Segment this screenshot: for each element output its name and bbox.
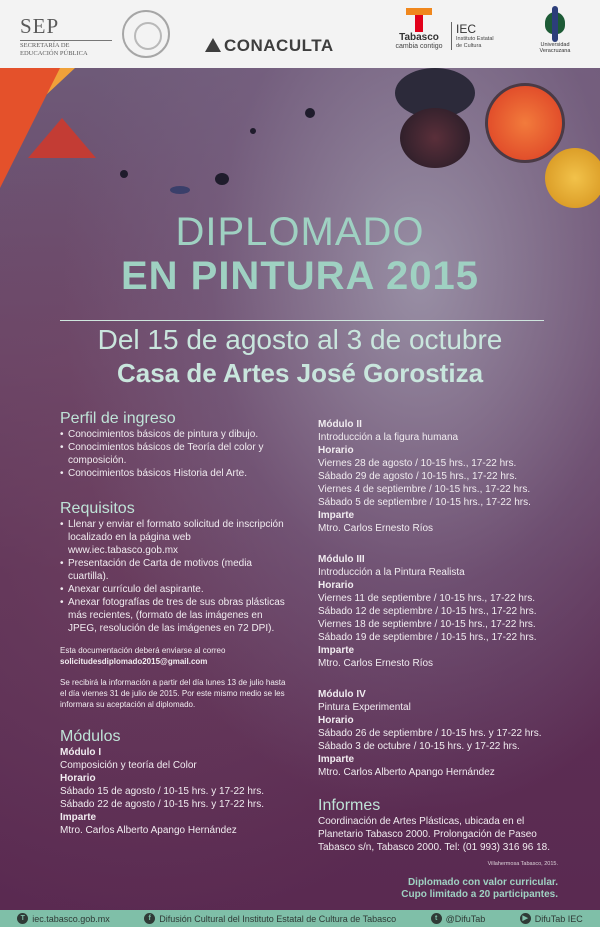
perfil-heading: Perfil de ingreso [60, 410, 176, 427]
schedule-line: Sábado 5 de septiembre / 10-15 hrs., 17-22 hrs. [318, 497, 531, 508]
footer-twitter[interactable] [431, 913, 486, 924]
venue-name: Casa de Artes José Gorostiza [116, 358, 484, 388]
module-2-imparte-label: Imparte [318, 510, 355, 521]
list-item: • Llenar y enviar el formato solicitud de inscripción localizado en la página web www.iec.tabasco.gob.mx [60, 518, 286, 557]
requisitos-heading: Requisitos [60, 500, 135, 517]
tabasco-t-icon [406, 8, 432, 32]
facebook-icon: f [144, 913, 155, 924]
module-1-subject: Composición y teoría del Color [60, 760, 197, 771]
tabasco-logo [393, 8, 445, 50]
module-4-horario-label: Horario [318, 715, 354, 726]
youtube-icon: ▶ [520, 913, 531, 924]
poster-body [0, 68, 600, 910]
module-4-teacher: Mtro. Carlos Alberto Apango Hernández [318, 767, 495, 778]
schedule-line: Sábado 12 de septiembre / 10-15 hrs., 17-22 hrs. [318, 606, 537, 617]
curricular-note [318, 877, 558, 901]
iec-sub-line-2: de Cultura [456, 43, 482, 49]
iec-logo-title: IEC [456, 22, 477, 36]
informes-heading: Informes [318, 797, 381, 814]
footer-web[interactable] [17, 913, 110, 924]
paint-splatter [120, 170, 128, 178]
tabasco-logo-slogan: cambia contigo [395, 43, 443, 50]
informes-text: Coordinación de Artes Plásticas, ubicada en el Planetario Tabasco 2000. Prolongación de Paseo Tabasco s/n, Tabasco 2000. Tel: (01 993) 316 96 18. [318, 816, 551, 853]
curricular-note-line-1: Diplomado con valor curricular. [407, 877, 558, 888]
modulos-heading: Módulos [60, 728, 121, 745]
date-range: Del 15 de agosto al 3 de octubre [97, 324, 503, 355]
title-line-1: DIPLOMADO [175, 210, 425, 254]
module-4-title: Módulo IV [318, 689, 366, 700]
module-3-title: Módulo III [318, 554, 365, 565]
list-item: • Conocimientos básicos de pintura y dibujo. [60, 428, 286, 441]
paint-splatter [215, 173, 229, 185]
module-1-title: Módulo I [60, 747, 102, 758]
sep-sub-line-2: EDUCACIÓN PÚBLICA [20, 50, 88, 57]
uv-logo-text: Universidad Veracruzana [539, 42, 571, 54]
left-column [60, 410, 286, 837]
module-1-horario-label: Horario [60, 773, 96, 784]
logo-header [0, 0, 600, 68]
place-date: Villahermosa Tabasco, 2015. [487, 861, 558, 867]
schedule-line: Sábado 19 de septiembre / 10-15 hrs., 17-22 hrs. [318, 632, 537, 643]
uv-logo [525, 6, 585, 54]
schedule-line: Sábado 29 de agosto / 10-15 hrs., 17-22 hrs. [318, 471, 518, 482]
schedule-line: Viernes 11 de septiembre / 10-15 hrs., 17-22 hrs. [318, 593, 535, 604]
module-3-teacher: Mtro. Carlos Ernesto Ríos [318, 658, 434, 669]
module-2-subject: Introducción a la figura humana [318, 432, 459, 443]
twitter-icon: t [431, 913, 442, 924]
footer-facebook[interactable] [144, 913, 396, 924]
conaculta-logo [205, 36, 334, 56]
module-1-imparte-label: Imparte [60, 812, 97, 823]
title-line-2: EN PINTURA 2015 [120, 254, 480, 298]
requisitos-list [60, 518, 286, 635]
sep-logo-title: SEP [20, 14, 60, 38]
sep-sub-line-1: SECRETARÍA DE [20, 42, 70, 49]
email-address: solicitudesdiplomado2015@gmail.com [60, 657, 208, 666]
schedule-line: Sábado 15 de agosto / 10-15 hrs. y 17-22 hrs. [60, 786, 265, 797]
list-item: • Conocimientos básicos Historia del Arte. [60, 467, 286, 480]
list-item: • Anexar currículo del aspirante. [60, 583, 286, 596]
footer-youtube[interactable] [520, 913, 583, 924]
schedule-line: Sábado 22 de agosto / 10-15 hrs. y 17-22 hrs. [60, 799, 265, 810]
tabasco-logo-text: Tabasco [399, 32, 439, 43]
module-2-horario-label: Horario [318, 445, 354, 456]
schedule-line: Sábado 26 de septiembre / 10-15 hrs. y 17-22 hrs. [318, 728, 542, 739]
national-seal-icon [122, 10, 170, 58]
module-3-imparte-label: Imparte [318, 645, 355, 656]
footer-facebook-text: Difusión Cultural del Instituto Estatal de Cultura de Tabasco [159, 913, 397, 924]
uv-flower-icon [541, 6, 569, 42]
deadline-note: Se recibirá la información a partir del día lunes 13 de julio hasta el día viernes 31 de julio de 2015. Por este mismo medio se les informara su aceptación al diplomado. [60, 678, 286, 709]
schedule-line: Viernes 18 de septiembre / 10-15 hrs., 17-22 hrs. [318, 619, 536, 630]
list-item: • Anexar fotografías de tres de sus obras plásticas más recientes, (formato de las imágenes en JPEG, resolución de las imágenes en 72 DPI). [60, 596, 286, 635]
paint-palette-red [485, 83, 565, 163]
paint-splatter [250, 128, 256, 134]
schedule-line: Viernes 4 de septiembre / 10-15 hrs., 17-22 hrs. [318, 484, 531, 495]
list-item: • Presentación de Carta de motivos (media cuartilla). [60, 557, 286, 583]
paint-splatter [170, 186, 190, 194]
footer-youtube-text: DifuTab IEC [534, 913, 583, 924]
module-2-teacher: Mtro. Carlos Ernesto Ríos [318, 523, 434, 534]
list-item: • Conocimientos básicos de Teoría del color y composición. [60, 441, 286, 467]
web-icon: T [17, 913, 28, 924]
email-note: Esta documentación deberá enviarse al correo [60, 646, 226, 655]
paint-blob [400, 108, 470, 168]
schedule-line: Sábado 3 de octubre / 10-15 hrs. y 17-22 hrs. [318, 741, 520, 752]
module-2-title: Módulo II [318, 419, 362, 430]
schedule-line: Viernes 28 de agosto / 10-15 hrs., 17-22 hrs. [318, 458, 517, 469]
title-divider [60, 320, 544, 321]
module-4-subject: Pintura Experimental [318, 702, 411, 713]
right-column [318, 418, 558, 901]
conaculta-mark-icon [205, 38, 221, 52]
footer-web-text: iec.tabasco.gob.mx [32, 913, 110, 924]
footer-bar [0, 910, 600, 927]
module-3-horario-label: Horario [318, 580, 354, 591]
iec-logo [451, 22, 494, 50]
decor-triangle [28, 118, 96, 158]
module-3-subject: Introducción a la Pintura Realista [318, 567, 465, 578]
paint-splatter [305, 108, 315, 118]
sep-logo [20, 14, 112, 58]
module-1-teacher: Mtro. Carlos Alberto Apango Hernández [60, 825, 237, 836]
conaculta-logo-text: CONACULTA [224, 36, 334, 55]
iec-logo-subtitle [456, 36, 494, 50]
curricular-note-line-2: Cupo limitado a 20 participantes. [401, 889, 558, 900]
module-4-imparte-label: Imparte [318, 754, 355, 765]
sep-logo-subtitle [20, 40, 112, 58]
footer-twitter-text: @DifuTab [445, 913, 486, 924]
paint-palette-yellow [545, 148, 600, 208]
perfil-list [60, 428, 286, 480]
iec-sub-line-1: Instituto Estatal [456, 36, 494, 42]
